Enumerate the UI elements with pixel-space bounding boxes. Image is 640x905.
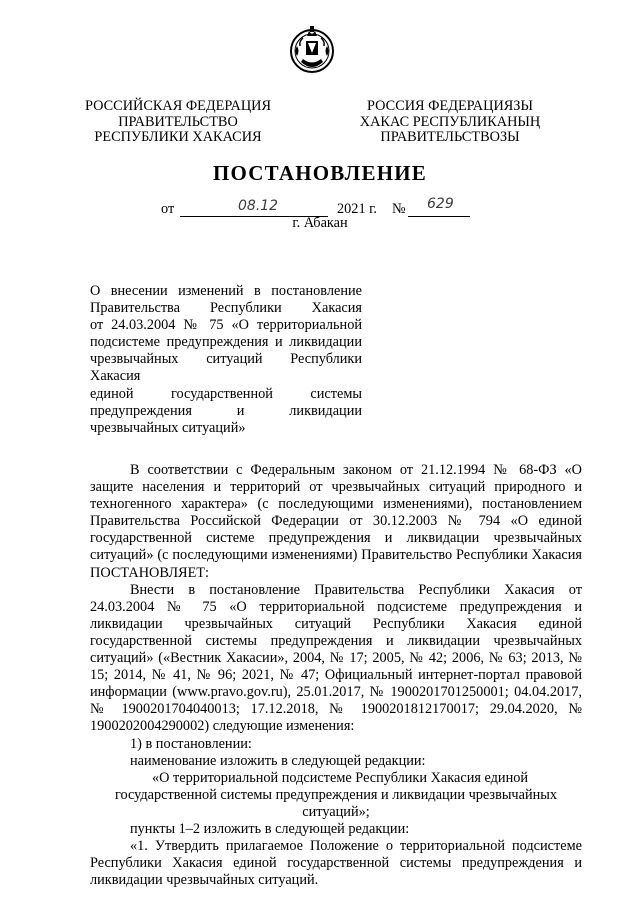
header-left-line: РЕСПУБЛИКИ ХАКАСИЯ xyxy=(94,129,262,145)
quoted-title-line: государственной системы предупреждения и ликвидации чрезвычайных xyxy=(114,786,558,803)
handwritten-date: 08.12 xyxy=(238,198,279,214)
document-title: ПОСТАНОВЛЕНИЕ xyxy=(212,161,428,185)
coat-of-arms-emblem xyxy=(288,24,336,76)
header-right-line: ХАКАС РЕСПУБЛИКАНЫҢ xyxy=(359,113,541,130)
body-paragraph: пункты 1–2 изложить в следующей редакции: xyxy=(130,820,410,837)
body-paragraph: В соответствии с Федеральным законом от 21.12.1994 № 68-ФЗ «О защите населения и территорий от чрезвычайных ситуаций природного и техногенного характера» (с последующими изменениями), постановлением Правительства Российской Федерации от 30.12.2003 № 794 «О единой государственной системе предупреждения и ликвидации чрезвычайных ситуаций» (с последующими изменениями) Правительство Республики Хакасия ПОСТАНОВЛЯЕТ: xyxy=(90,462,582,581)
body-paragraph: Внести в постановление Правительства Республики Хакасия от 24.03.2004 № 75 «О территориальной подсистеме предупреждения и ликвидации чрезвычайных ситуаций Республики Хакасия единой государственной системы предупреждения и ликвидации чрезвычайных ситуаций» («Вестник Хакасии», 2004, № 17; 2005, № 42; 2006, № 63; 2013, № 15; 2014, № 41, № 96; 2021, № 47; Официальный интернет-портал правовой информации (www.pravo.gov.ru), 25.01.2017, № 1900201701250001; 04.04.2017, № 1900201704040013; 17.12.2018, № 1900201812170017; 29.04.2020, № 1900202004290002) следующие изменения: xyxy=(90,581,582,735)
subject-line: чрезвычайных ситуаций» xyxy=(90,419,246,436)
year-label: 2021 г. xyxy=(337,201,377,217)
body-paragraph: наименование изложить в следующей редакции: xyxy=(130,752,426,769)
document-body xyxy=(90,462,582,889)
subject-line: предупреждения и ликвидации xyxy=(90,402,362,419)
header-right-line: РОССИЯ ФЕДЕРАЦИЯЗЫ xyxy=(367,98,533,114)
document-subject xyxy=(90,283,362,437)
subject-line: единой государственной системы xyxy=(90,385,362,402)
body-paragraph: 1) в постановлении: xyxy=(130,735,252,752)
number-sign: № xyxy=(392,201,406,217)
subject-line: О внесении изменений в постановление xyxy=(90,283,362,299)
header-left-block xyxy=(78,99,278,146)
subject-line: от 24.03.2004 № 75 «О территориальной xyxy=(90,317,362,334)
quoted-title-line: ситуаций»; xyxy=(302,803,370,820)
header-left-line: ПРАВИТЕЛЬСТВО xyxy=(118,113,238,130)
header-right-line: ПРАВИТЕЛЬСТВОЗЫ xyxy=(380,129,520,145)
handwritten-number: 629 xyxy=(427,196,454,212)
date-prefix: от xyxy=(161,201,175,217)
body-paragraph: «1. Утвердить прилагаемое Положение о территориальной подсистеме Республики Хакасия единой государственной системы предупреждения и ликвидации чрезвычайных ситуаций. xyxy=(90,838,582,889)
subject-line: чрезвычайных ситуаций Республики Хакасия xyxy=(90,351,362,385)
quoted-title-line: «О территориальной подсистеме Республики Хакасия единой xyxy=(152,769,529,786)
header-right-block xyxy=(350,99,550,146)
city-label: г. Абакан xyxy=(292,215,348,231)
subject-line: подсистеме предупреждения и ликвидации xyxy=(90,334,362,351)
header-left-line: РОССИЙСКАЯ ФЕДЕРАЦИЯ xyxy=(85,98,271,114)
subject-line: Правительства Республики Хакасия xyxy=(90,300,362,317)
